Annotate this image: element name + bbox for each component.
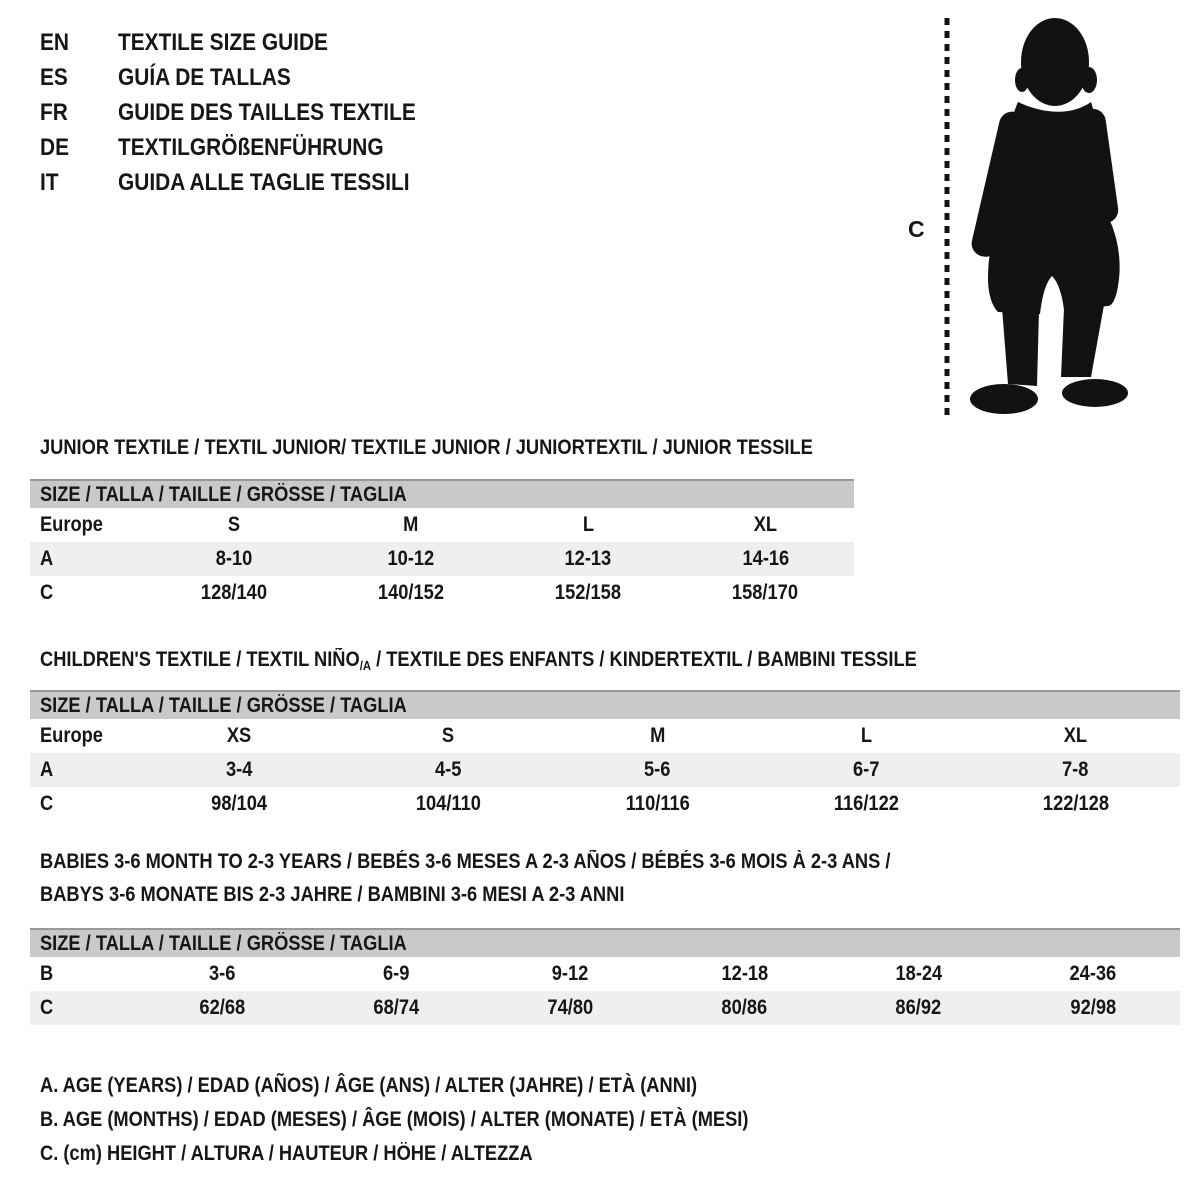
table-cell [145, 581, 322, 605]
table-cell-text: XL [753, 513, 778, 536]
table-cell-text: 3-6 [208, 962, 236, 985]
row-label [30, 581, 145, 605]
table-cell-text: 6-7 [853, 758, 880, 781]
babies-size-header [30, 928, 1180, 957]
table-cell [309, 996, 483, 1020]
table-cell-text: 18-24 [895, 962, 943, 985]
children-row-a [30, 753, 1180, 787]
table-cell-text: 7-8 [1062, 758, 1089, 781]
legend-text-b: B. AGE (MONTHS) / EDAD (MESES) / ÂGE (MOIS) / ALTER (MONATE) / ETÀ (MESI) [40, 1108, 749, 1131]
size-header-text: SIZE / TALLA / TAILLE / GRÖSSE / TAGLIA [40, 482, 407, 506]
junior-size-table [30, 479, 854, 610]
table-cell [145, 547, 322, 571]
junior-size-header [30, 479, 854, 508]
table-cell-text: 98/104 [211, 792, 268, 815]
table-cell [832, 996, 1006, 1020]
table-cell [322, 581, 499, 605]
babies-section-title [40, 845, 1018, 911]
size-header-text: SIZE / TALLA / TAILLE / GRÖSSE / TAGLIA [40, 693, 407, 717]
table-cell [483, 962, 657, 986]
row-label-text: Europe [40, 513, 103, 536]
table-cell-text: 104/110 [415, 792, 482, 815]
table-cell-text: M [403, 513, 419, 536]
table-cell [344, 792, 553, 816]
table-cell-text: 12-18 [721, 962, 768, 985]
row-label [30, 724, 135, 748]
table-cell-text: 14-16 [742, 547, 789, 570]
table-cell [658, 996, 832, 1020]
row-label-text: C [40, 996, 54, 1019]
height-dashed-line [942, 18, 952, 418]
table-cell [677, 547, 854, 571]
guide-title-en: TEXTILE SIZE GUIDE [118, 28, 328, 56]
language-title-list [40, 25, 460, 200]
table-cell [553, 724, 762, 748]
row-label-text: C [40, 581, 54, 604]
table-cell [344, 758, 553, 782]
table-cell-text: 62/68 [199, 996, 245, 1019]
measure-legend [40, 1069, 854, 1171]
table-cell-text: 24-36 [1069, 962, 1117, 985]
table-cell [135, 724, 344, 748]
children-size-table [30, 690, 1180, 821]
children-row-europe [30, 719, 1180, 753]
language-row-es [40, 60, 460, 95]
title-segment: JUNIOR TEXTILE / TEXTIL JUNIOR/ TEXTILE JUNIOR / JUNIORTEXTIL / JUNIOR TESSILE [40, 436, 813, 459]
babies-row-c [30, 991, 1180, 1025]
table-cell-text: 80/86 [721, 996, 768, 1019]
guide-title-it: GUIDA ALLE TAGLIE TESSILI [118, 168, 410, 196]
table-cell [135, 962, 309, 986]
row-label-text: B [40, 962, 54, 985]
children-section-title-line [40, 643, 1048, 676]
table-cell-text: L [860, 724, 873, 747]
language-code: DE [40, 133, 70, 161]
language-code: EN [40, 28, 70, 56]
table-cell-text: 9-12 [552, 962, 589, 985]
table-cell-text: 110/116 [625, 792, 690, 815]
height-measure-label: C [908, 216, 925, 242]
table-cell-text: M [649, 724, 666, 747]
table-cell [344, 724, 553, 748]
junior-row-a [30, 542, 854, 576]
table-cell-text: 158/170 [732, 581, 799, 604]
table-cell [500, 513, 677, 537]
row-label-text: A [40, 547, 54, 570]
table-cell [971, 792, 1180, 816]
junior-row-europe [30, 508, 854, 542]
language-code: IT [40, 168, 59, 196]
children-row-c [30, 787, 1180, 821]
table-cell-text: 92/98 [1070, 996, 1116, 1019]
row-label [30, 792, 135, 816]
guide-title-fr: GUIDE DES TAILLES TEXTILE [118, 98, 416, 126]
legend-row-a [40, 1069, 854, 1103]
title-segment: /A [359, 658, 372, 673]
language-code: ES [40, 63, 68, 91]
table-cell [553, 792, 762, 816]
table-cell-text: 6-9 [383, 962, 410, 985]
title-segment: BABYS 3-6 MONATE BIS 2-3 JAHRE / BAMBINI 3-6 MESI A 2-3 ANNI [40, 883, 625, 906]
table-cell [309, 962, 483, 986]
table-cell [553, 758, 762, 782]
table-cell-text: S [227, 513, 240, 536]
row-label-text: Europe [40, 724, 103, 747]
table-cell [1006, 996, 1180, 1020]
table-cell-text: 10-12 [387, 547, 435, 570]
table-cell [971, 724, 1180, 748]
children-size-header [30, 690, 1180, 719]
table-cell-text: 128/140 [200, 581, 267, 604]
language-row-de [40, 130, 460, 165]
legend-text-c: C. (cm) HEIGHT / ALTURA / HAUTEUR / HÖHE / ALTEZZA [40, 1142, 533, 1165]
language-code: FR [40, 98, 68, 126]
babies-size-table [30, 928, 1180, 1025]
language-row-fr [40, 95, 460, 130]
legend-row-c [40, 1137, 854, 1171]
table-cell [483, 996, 657, 1020]
table-cell-text: L [582, 513, 594, 536]
junior-section-title-line [40, 431, 928, 464]
table-cell-text: 68/74 [373, 996, 420, 1019]
table-cell [135, 792, 344, 816]
babies-row-b [30, 957, 1180, 991]
table-cell [677, 513, 854, 537]
table-cell-text: 8-10 [215, 547, 252, 570]
row-label [30, 758, 135, 782]
title-segment: BABIES 3-6 MONTH TO 2-3 YEARS / BEBÉS 3-6 MESES A 2-3 AÑOS / BÉBÉS 3-6 MOIS À 2-3 ANS / [40, 850, 891, 873]
junior-section-title [40, 431, 928, 464]
junior-row-c [30, 576, 854, 610]
row-label-text: C [40, 792, 54, 815]
row-label [30, 996, 135, 1020]
toddler-silhouette-icon [958, 14, 1140, 419]
table-cell [500, 581, 677, 605]
table-cell-text: 152/158 [555, 581, 622, 604]
guide-title-de: TEXTILGRÖßENFÜHRUNG [118, 133, 384, 161]
table-cell [500, 547, 677, 571]
babies-section-title-line [40, 845, 1018, 878]
table-cell-text: 74/80 [547, 996, 594, 1019]
table-cell-text: 140/152 [377, 581, 444, 604]
table-cell-text: 12-13 [564, 547, 612, 570]
legend-row-b [40, 1103, 854, 1137]
table-cell [1006, 962, 1180, 986]
size-header-text: SIZE / TALLA / TAILLE / GRÖSSE / TAGLIA [40, 931, 407, 955]
table-cell-text: XS [227, 724, 252, 747]
table-cell [762, 724, 971, 748]
table-cell [832, 962, 1006, 986]
table-cell [322, 513, 499, 537]
language-row-it [40, 165, 460, 200]
table-cell [135, 758, 344, 782]
table-cell [762, 758, 971, 782]
table-cell-text: 4-5 [435, 758, 462, 781]
title-segment: / TEXTILE DES ENFANTS / KINDERTEXTIL / BAMBINI TESSILE [371, 648, 917, 671]
table-cell [677, 581, 854, 605]
row-label [30, 962, 135, 986]
table-cell [658, 962, 832, 986]
table-cell-text: 86/92 [895, 996, 942, 1019]
children-section-title [40, 643, 1048, 676]
table-cell-text: 116/122 [833, 792, 900, 815]
row-label [30, 547, 145, 571]
title-segment: CHILDREN'S TEXTILE / TEXTIL NIÑO [40, 648, 360, 671]
babies-section-title-line [40, 878, 1018, 911]
table-cell-text: 122/128 [1042, 792, 1109, 815]
table-cell-text: 3-4 [226, 758, 253, 781]
table-cell-text: 5-6 [644, 758, 671, 781]
row-label-text: A [40, 758, 54, 781]
language-row-en [40, 25, 460, 60]
row-label [30, 513, 145, 537]
table-cell [135, 996, 309, 1020]
table-cell [322, 547, 499, 571]
table-cell-text: XL [1063, 724, 1088, 747]
table-cell [762, 792, 971, 816]
table-cell [145, 513, 322, 537]
table-cell [971, 758, 1180, 782]
guide-title-es: GUÍA DE TALLAS [118, 63, 291, 91]
legend-text-a: A. AGE (YEARS) / EDAD (AÑOS) / ÂGE (ANS) / ALTER (JAHRE) / ETÀ (ANNI) [40, 1074, 698, 1097]
table-cell-text: S [442, 724, 455, 747]
